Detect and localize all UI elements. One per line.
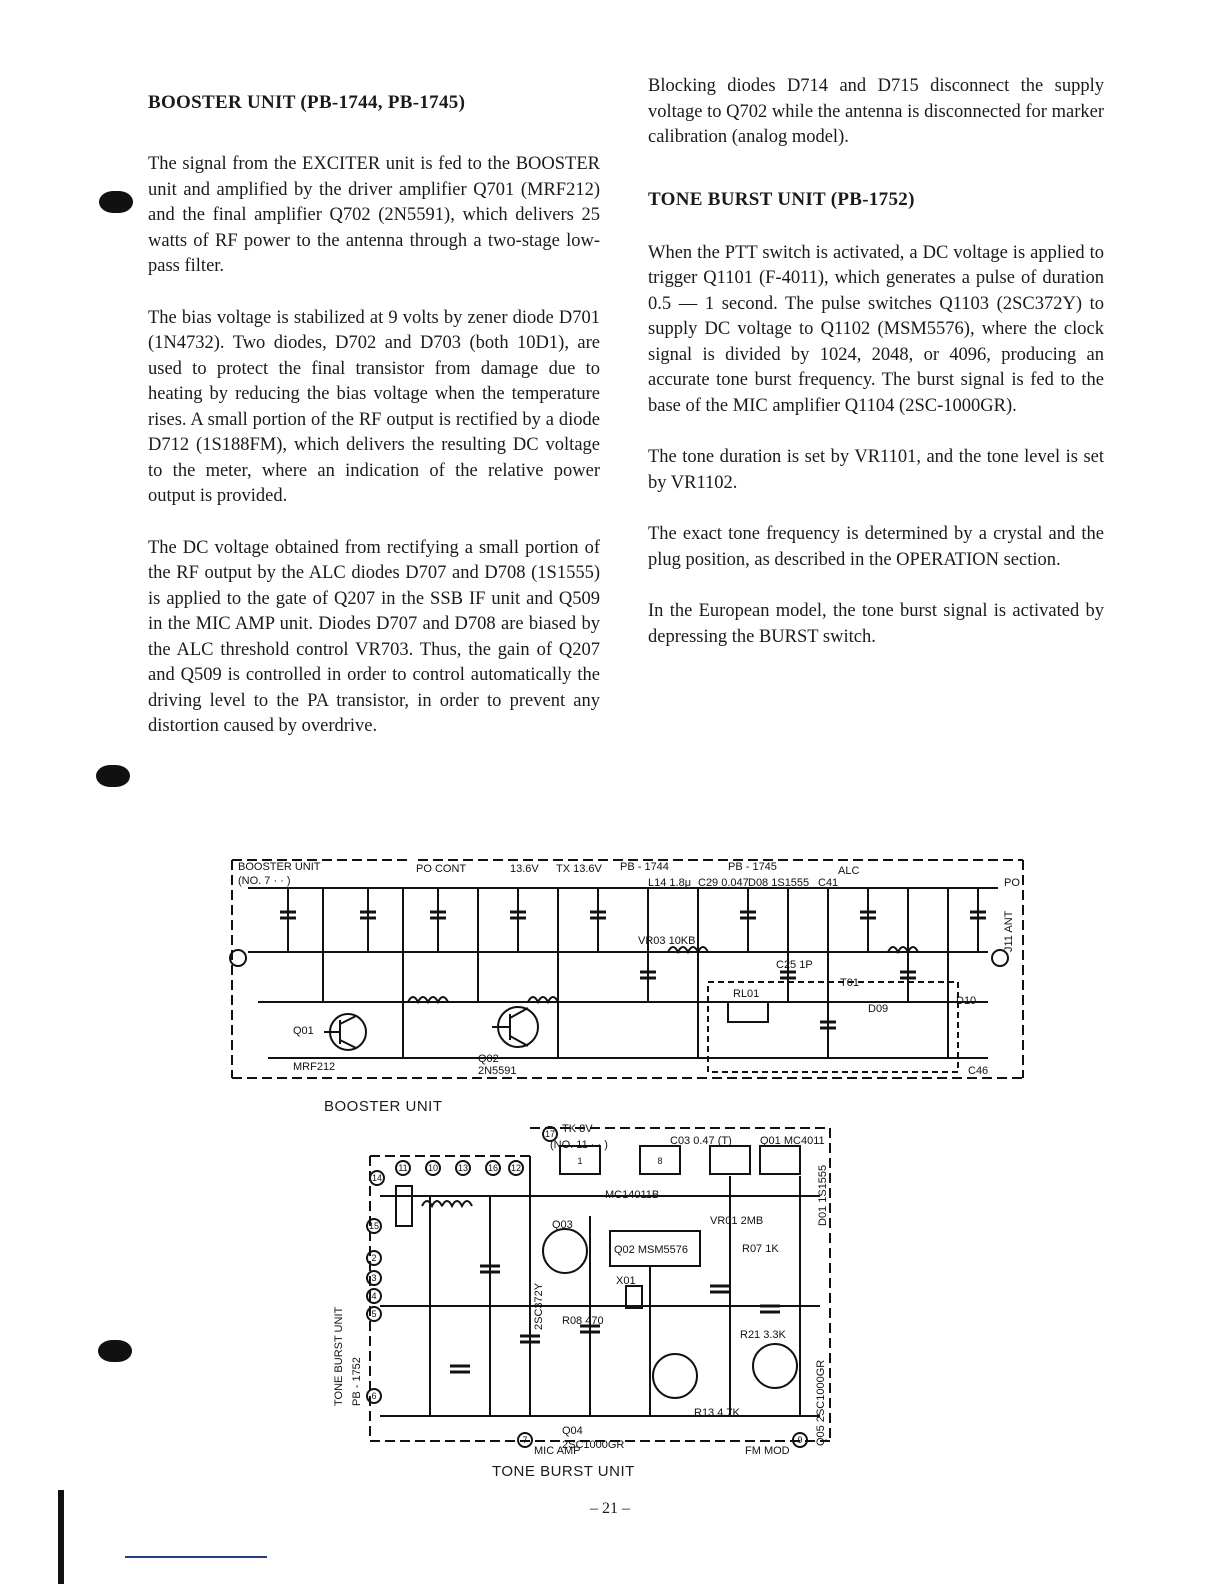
booster-heading: BOOSTER UNIT (PB-1744, PB-1745) bbox=[148, 92, 466, 113]
q02-label: Q02 bbox=[478, 1053, 499, 1065]
q05-label: Q05 2SC1000GR bbox=[815, 1359, 827, 1446]
pin-number: 17 bbox=[544, 1129, 556, 1139]
q04-label: Q04 bbox=[562, 1425, 583, 1437]
c29-label: C29 0.047 bbox=[698, 877, 749, 889]
mrf212-label: MRF212 bbox=[293, 1061, 336, 1073]
t01-label: T01 bbox=[840, 977, 859, 989]
rl01-label: RL01 bbox=[733, 988, 760, 1000]
tk8v-label: TK 8V bbox=[562, 1123, 593, 1135]
pin-number: 16 bbox=[487, 1163, 499, 1173]
pin-number: 7 bbox=[522, 1435, 528, 1445]
tone-paragraph-1: When the PTT switch is activated, a DC voltage is applied to trigger Q1101 (F-4011), which generates a pulse of duration 0.5 — 1 second. The pulse switches Q1103 (2SC372Y) to supply DC voltage to Q1102 (MSM5576), where the clock signal is divided by 1024, 2048, or 4096, producing an accurate tone burst frequency. The burst signal is fed to the base of the MIC amplifier Q1104 (2SC-1000GR). bbox=[648, 242, 1104, 416]
booster-no-label: (NO. 7 · · ) bbox=[238, 875, 291, 887]
pin-number: 9 bbox=[797, 1435, 803, 1445]
punch-hole-bottom bbox=[98, 1340, 132, 1362]
booster-paragraph-3: The DC voltage obtained from rectifying a small portion of the RF output by the ALC diodes D707 and D708 (1S1555) is applied to the gate of Q207 in the SSB IF unit and Q509 in the MIC AMP unit. Diodes D707 and D708 are biased by the ALC threshold control VR703. Thus, the gain of Q207 and Q509 is controlled in order to control automatically the driving level to the PA transistor, in order to prevent any distortion caused by overdrive. bbox=[148, 537, 600, 736]
tone-paragraph-3: The exact tone frequency is determined by a crystal and the plug position, as described in the OPERATION section. bbox=[648, 524, 1104, 570]
pb1745-label: PB - 1745 bbox=[728, 861, 777, 873]
pin-number: 4 bbox=[371, 1291, 377, 1301]
c03-label: C03 0.47 (T) bbox=[670, 1135, 732, 1147]
vr03-label: VR03 10KB bbox=[638, 935, 696, 947]
mic-amp-label: MIC AMP bbox=[534, 1445, 581, 1456]
d10-label: D10 bbox=[956, 995, 977, 1007]
pin-number: 3 bbox=[371, 1273, 377, 1283]
pin-number: 14 bbox=[371, 1173, 383, 1183]
pin-numbers bbox=[369, 1129, 803, 1445]
pin-number: 10 bbox=[427, 1163, 439, 1173]
pb1752-label: PB - 1752 bbox=[351, 1357, 363, 1406]
q01-mc4011-label: Q01 MC4011 bbox=[760, 1135, 825, 1147]
alc-label: ALC bbox=[838, 865, 860, 877]
l14-label: L14 1.8μ bbox=[648, 877, 692, 889]
scan-edge-mark bbox=[58, 1490, 64, 1584]
booster-unit-caption: BOOSTER UNIT bbox=[324, 1098, 443, 1115]
tone-no-label: (NO. 11 · · ) bbox=[550, 1139, 608, 1151]
tx136-label: TX 13.6V bbox=[556, 863, 602, 875]
tone-paragraph-4: In the European model, the tone burst signal is activated by depressing the BURST switch. bbox=[648, 601, 1104, 647]
fm-mod-label: FM MOD bbox=[745, 1445, 790, 1456]
punch-hole-middle bbox=[96, 765, 130, 787]
tone-unit-label: TONE BURST UNIT bbox=[333, 1306, 345, 1406]
pin-number: 12 bbox=[510, 1163, 522, 1173]
c46-label: C46 bbox=[968, 1065, 989, 1077]
po-label: PO bbox=[1004, 877, 1020, 889]
page-number: – 21 – bbox=[590, 1500, 630, 1517]
sc1000-label: 2SC1000GR bbox=[562, 1439, 625, 1451]
q02-msm5576-label: Q02 MSM5576 bbox=[614, 1244, 688, 1256]
q03-label: Q03 bbox=[552, 1219, 573, 1231]
mc14011b-label: MC14011B bbox=[605, 1189, 660, 1201]
d08-label: D08 1S1555 bbox=[748, 877, 810, 889]
c41-label: C41 bbox=[818, 877, 839, 889]
d09-label: D09 bbox=[868, 1003, 889, 1015]
sc372-label: 2SC372Y bbox=[533, 1282, 545, 1330]
q01-label: Q01 bbox=[293, 1025, 314, 1037]
vr01-label: VR01 2MB bbox=[710, 1215, 764, 1227]
d01-label: D01 1S1555 bbox=[817, 1164, 829, 1226]
booster-unit-schematic bbox=[228, 852, 1028, 1088]
pin-number: 2 bbox=[371, 1253, 377, 1263]
n5591-label: 2N5591 bbox=[478, 1065, 517, 1077]
x01-label: X01 bbox=[616, 1275, 636, 1287]
tone-burst-heading: TONE BURST UNIT (PB-1752) bbox=[648, 188, 915, 210]
pin-number: 11 bbox=[398, 1163, 408, 1173]
v136-label: 13.6V bbox=[510, 863, 539, 875]
booster-unit-label: BOOSTER UNIT bbox=[238, 861, 321, 873]
tone-burst-unit-schematic bbox=[330, 1116, 840, 1456]
ant-label: J11 ANT bbox=[1003, 910, 1015, 952]
po-cont-label: PO CONT bbox=[416, 863, 467, 875]
punch-hole-top bbox=[99, 191, 133, 213]
tone-burst-caption: TONE BURST UNIT bbox=[492, 1463, 635, 1480]
pb1744-label: PB - 1744 bbox=[620, 861, 669, 873]
booster-paragraph-1: The signal from the EXCITER unit is fed to the BOOSTER unit and amplified by the driver amplifier Q701 (MRF212) and the final amplifier Q702 (2N5591), which delivers 25 watts of RF power to the antenna through a two-stage low-pass filter. bbox=[148, 154, 600, 276]
scan-edge-rule bbox=[125, 1556, 267, 1558]
pin-number: 1 bbox=[577, 1156, 583, 1166]
r13-label: R13 4.7K bbox=[694, 1407, 740, 1419]
r21-label: R21 3.3K bbox=[740, 1329, 786, 1341]
pin-number: 6 bbox=[371, 1391, 377, 1401]
booster-paragraph-2: The bias voltage is stabilized at 9 volts by zener diode D701 (1N4732). Two diodes, D702 and D703 (both 10D1), are used to protect the final transistor from damage due to heating by reducing the bias voltage when the temperature rises. A small portion of the RF output is rectified by a diode D712 (1S188FM), which delivers the resulting DC voltage to the meter, where an indication of the relative power output is provided. bbox=[148, 307, 600, 506]
pin-number: 8 bbox=[657, 1156, 663, 1166]
tone-paragraph-2: The tone duration is set by VR1101, and the tone level is set by VR1102. bbox=[648, 447, 1104, 493]
pin-number: 5 bbox=[371, 1309, 377, 1319]
r08-label: R08 470 bbox=[562, 1315, 604, 1327]
pin-number: 15 bbox=[368, 1221, 380, 1231]
blocking-diodes-paragraph: Blocking diodes D714 and D715 disconnect the supply voltage to Q702 while the antenna is disconnected for marker calibration (analog model). bbox=[648, 76, 1104, 147]
left-column bbox=[148, 92, 600, 766]
right-column bbox=[648, 74, 1104, 676]
c25-label: C25 1P bbox=[776, 959, 813, 971]
r07-label: R07 1K bbox=[742, 1243, 779, 1255]
pin-number: 13 bbox=[457, 1163, 469, 1173]
